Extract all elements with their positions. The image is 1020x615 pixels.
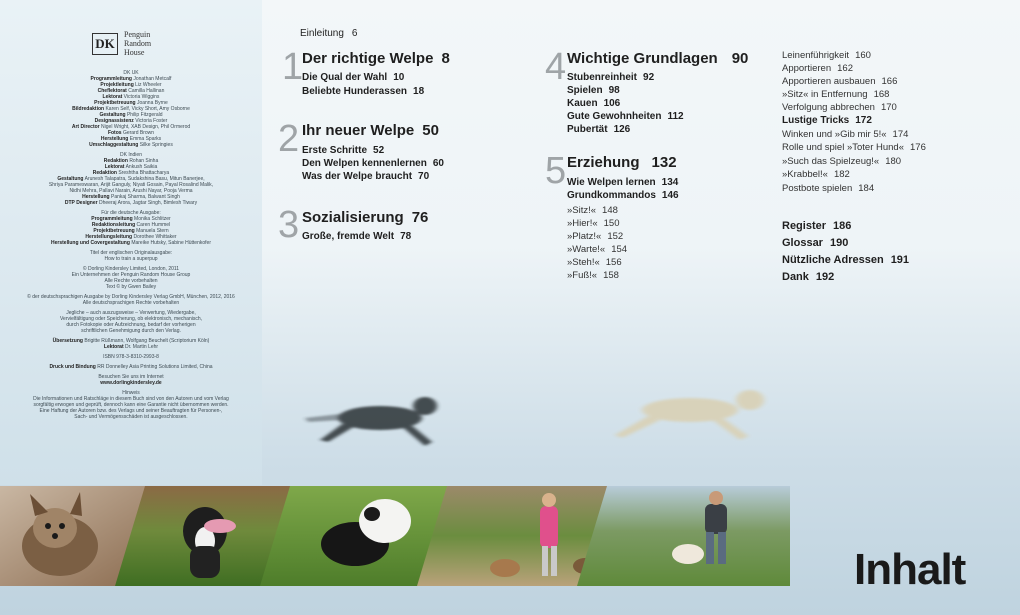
imprint-line <box>6 344 256 350</box>
toc-item: Apportieren ausbauen 166 <box>782 76 898 87</box>
running-dog-dark-image <box>300 380 470 460</box>
imprint-name: Für die deutsche Ausgabe: <box>101 210 161 216</box>
photo-strip <box>0 486 790 586</box>
toc-item: »Steh!« 156 <box>567 257 622 268</box>
page-title: Inhalt <box>854 545 966 594</box>
imprint-panel <box>0 0 262 485</box>
imprint-line <box>6 414 256 420</box>
imprint-block <box>6 210 256 246</box>
imprint-name: Jonathan Metcalf <box>133 76 172 82</box>
imprint-name: How to train a superpup <box>104 256 158 262</box>
chapter-title: Erziehung 132 <box>567 154 677 171</box>
puppy-photos-image <box>0 486 790 586</box>
toc-entry: Kauen 106 <box>567 98 621 109</box>
imprint-name: Jegliche – auch auszugsweise – Verwertung, Wiedergabe, <box>66 310 196 316</box>
imprint-name: Shriya Parameswaran, Arijit Ganguly, Niyati Gosain, Payal Rosalind Malik, <box>48 182 214 188</box>
imprint-name: Gerard Brown <box>122 130 155 136</box>
imprint-name: Rohan Sinha <box>129 158 159 164</box>
toc-entry: Pubertät 126 <box>567 124 631 135</box>
imprint-role: Projektleitung <box>100 82 134 88</box>
chapter-title: Sozialisierung 76 <box>302 209 429 226</box>
imprint-name: Pankaj Sharma, Balwant Singh <box>110 194 180 200</box>
imprint-role: Bildredaktion <box>72 106 105 112</box>
imprint-block <box>6 364 256 370</box>
toc-item: »Platz!« 152 <box>567 231 624 242</box>
imprint-block <box>6 338 256 350</box>
imprint-role: Gestaltung <box>99 112 126 118</box>
imprint-line <box>6 354 256 360</box>
toc-entry: Grundkommandos 146 <box>567 190 679 201</box>
imprint-name: Mareike Hutsky, Sabine Hüttenkofer <box>131 240 211 246</box>
imprint-name: Eine Haftung der Autoren bzw. des Verlags und seiner Beauftragten für Personen-, <box>39 408 223 414</box>
imprint-line <box>6 364 256 370</box>
imprint-block <box>6 374 256 386</box>
dk-logo: DK <box>92 33 118 55</box>
toc-item: Winken und »Gib mir 5!« 174 <box>782 129 909 140</box>
imprint-role: Herstellung <box>100 136 129 142</box>
imprint-name: Emma Sparks <box>129 136 162 142</box>
imprint-role: Herstellung und Covergestaltung <box>51 240 130 246</box>
imprint-name: Hinweis <box>122 390 140 396</box>
imprint-role: Redaktion <box>103 158 128 164</box>
imprint-name: Dheeraj Arora, Jagtar Singh, Bimlesh Tiwary <box>98 200 198 206</box>
imprint-role: Übersetzung <box>52 338 83 344</box>
imprint-line <box>6 300 256 306</box>
toc-entry: Erste Schritte 52 <box>302 145 385 156</box>
toc-item: Apportieren 162 <box>782 63 853 74</box>
toc-item: »Sitz« in Entfernung 168 <box>782 89 890 100</box>
toc-back-matter: Nützliche Adressen 191 <box>782 254 910 266</box>
imprint-name: Sach- und Vermögensschäden ist ausgeschlossen. <box>74 414 188 420</box>
imprint-line <box>6 240 256 246</box>
imprint-block <box>6 266 256 290</box>
toc-entry: Beliebte Hunderassen 18 <box>302 86 425 97</box>
imprint-role: Lektorat <box>103 344 124 350</box>
imprint-name: Manuela Stern <box>136 228 169 234</box>
imprint-name: ISBN 978-3-8310-2993-8 <box>103 354 159 360</box>
imprint-block <box>6 354 256 360</box>
toc-item: »Sitz!« 148 <box>567 205 618 216</box>
chapter-number: 5 <box>545 150 567 192</box>
imprint-name: RR Donnelley Asia Printing Solutions Limited, China <box>97 364 213 370</box>
publisher-name: Penguin Random House <box>124 30 152 57</box>
chapter-number: 3 <box>278 204 300 246</box>
imprint-role: Herstellung <box>82 194 110 200</box>
imprint-name: durch Fotokopie oder Aufzeichnung, bedarf der vorherigen <box>66 322 196 328</box>
imprint-role: Projektbetreuung <box>94 100 136 106</box>
publisher-logo <box>92 30 151 57</box>
imprint-name: Dr. Martin Lehr <box>125 344 159 350</box>
imprint-name: Nigel Wright, XAB Design, Phil Ormerod <box>101 124 191 130</box>
imprint-role: DTP Designer <box>64 200 98 206</box>
toc-item: Verfolgung abbrechen 170 <box>782 102 897 113</box>
imprint-role: Projektbetreuung <box>93 228 135 234</box>
imprint-name: Dorothee Whittaker <box>133 234 177 240</box>
imprint-name: Text © by Gwen Bailey <box>105 284 157 290</box>
toc-item: »Warte!« 154 <box>567 244 628 255</box>
toc-back-matter: Register 186 <box>782 220 852 232</box>
imprint-role: Cheflektorat <box>97 88 127 94</box>
chapter-number: 1 <box>282 46 304 88</box>
toc-entry: Was der Welpe braucht 70 <box>302 171 430 182</box>
imprint-role: Gestaltung <box>57 176 84 182</box>
imprint-name: Joanna Byrne <box>136 100 168 106</box>
imprint-name: Titel der englischen Originalausgabe: <box>89 250 173 256</box>
toc-item: Rolle und spiel »Toter Hund« 176 <box>782 142 926 153</box>
toc-item: Leinenführigkeit 160 <box>782 50 871 61</box>
imprint-name: Besuchen Sie uns im Internet <box>98 374 164 380</box>
chapter-number: 2 <box>278 118 300 160</box>
imprint-role: www.dorlingkindersley.de <box>100 380 162 386</box>
toc-item: »Hier!« 150 <box>567 218 620 229</box>
imprint-name: Liz Wheeler <box>135 82 162 88</box>
toc-entry: Lustige Tricks 172 <box>782 115 872 126</box>
imprint-name: Camilla Hallinan <box>128 88 165 94</box>
toc-back-matter: Dank 192 <box>782 271 835 283</box>
chapter-title: Ihr neuer Welpe 50 <box>302 122 439 139</box>
imprint-role: Fotos <box>107 130 122 136</box>
imprint-name: Sreshtha Bhattacharya <box>118 170 170 176</box>
imprint-credits <box>6 70 256 424</box>
imprint-block <box>6 310 256 334</box>
imprint-role: Umschlaggestaltung <box>89 142 139 148</box>
imprint-name: Nidhi Mehra, Pallavi Narain, Arushi Nayar, Pooja Verma <box>69 188 193 194</box>
imprint-role: Programmleitung <box>91 216 133 222</box>
imprint-line <box>6 328 256 334</box>
toc-entry: Wie Welpen lernen 134 <box>567 177 679 188</box>
imprint-name: Alle Rechte vorbehalten <box>104 278 158 284</box>
imprint-role: Programmleitung <box>90 76 132 82</box>
imprint-role: Lektorat <box>104 164 125 170</box>
imprint-block <box>6 70 256 148</box>
imprint-name: sorgfältig erwogen und geprüft, dennoch kann eine Garantie nicht übernommen werden. <box>33 402 229 408</box>
imprint-name: Arunesh Talapatra, Sudakshina Basu, Mitun Banerjee, <box>84 176 205 182</box>
imprint-name: schriftlichen Genehmigung durch den Verlag. <box>81 328 181 334</box>
imprint-role: Redaktionsleitung <box>91 222 136 228</box>
imprint-name: Caren Hummel <box>136 222 171 228</box>
imprint-role: Designassistenz <box>94 118 134 124</box>
toc-item: »Krabbel!« 182 <box>782 169 850 180</box>
imprint-name: Philip Fitzgerald <box>126 112 163 118</box>
imprint-name: Karen Self, Vicky Short, Amy Osborne <box>105 106 190 112</box>
toc-entry: Die Qual der Wahl 10 <box>302 72 405 83</box>
imprint-line <box>6 284 256 290</box>
toc-back-matter: Glossar 190 <box>782 237 849 249</box>
imprint-block <box>6 250 256 262</box>
toc-item: »Fuß!« 158 <box>567 270 619 281</box>
toc-entry: Große, fremde Welt 78 <box>302 231 412 242</box>
imprint-name: DK UK <box>123 70 139 76</box>
imprint-block <box>6 152 256 206</box>
chapter-title: Wichtige Grundlagen 90 <box>567 50 749 67</box>
toc-entry: Spielen 98 <box>567 85 620 96</box>
toc-entry: Stubenreinheit 92 <box>567 72 655 83</box>
toc-item: »Such das Spielzeug!« 180 <box>782 156 902 167</box>
chapter-number: 4 <box>545 46 567 88</box>
imprint-line <box>6 200 256 206</box>
imprint-name: Victoria Foster <box>135 118 168 124</box>
chapter-title: Der richtige Welpe 8 <box>302 50 450 67</box>
imprint-name: Monika Schlitzer <box>134 216 171 222</box>
toc-intro-page: 6 <box>351 28 358 39</box>
imprint-name: Alle deutschsprachigen Rechte vorbehalten <box>82 300 180 306</box>
imprint-role: Art Director <box>71 124 100 130</box>
imprint-name: Silke Springies <box>139 142 173 148</box>
imprint-line <box>6 380 256 386</box>
imprint-name: Victoria Wiggins <box>123 94 160 100</box>
imprint-name: Vervielfältigung oder Speicherung, ob elektronisch, mechanisch, <box>59 316 203 322</box>
imprint-name: Die Informationen und Ratschläge in diesem Buch sind von den Autoren und vom Verlag <box>33 396 229 402</box>
imprint-name: © der deutschsprachigen Ausgabe by Dorling Kindersley Verlag GmbH, München, 2012, 2016 <box>27 294 235 300</box>
toc-entry: Gute Gewohnheiten 112 <box>567 111 684 122</box>
imprint-line <box>6 142 256 148</box>
toc-item: Postbote spielen 184 <box>782 183 875 194</box>
imprint-role: Herstellungsleitung <box>85 234 133 240</box>
toc-intro-title: Einleitung <box>300 28 344 39</box>
imprint-block <box>6 294 256 306</box>
imprint-line <box>6 256 256 262</box>
toc-intro <box>300 28 357 39</box>
imprint-block <box>6 390 256 420</box>
imprint-name: Ankush Saikia <box>125 164 158 170</box>
toc-entry: Den Welpen kennenlernen 60 <box>302 158 444 169</box>
imprint-name: © Dorling Kindersley Limited, London, 2011 <box>82 266 180 272</box>
imprint-role: Lektorat <box>102 94 123 100</box>
imprint-name: Brigitte Rüßmann, Wolfgang Beuchelt (Scriptorium Köln) <box>84 338 210 344</box>
imprint-name: DK Indien <box>120 152 142 158</box>
imprint-role: Druck und Bindung <box>49 364 96 370</box>
imprint-name: Ein Unternehmen der Penguin Random House Group <box>71 272 191 278</box>
running-dog-light-image <box>600 380 790 450</box>
imprint-role: Redaktion <box>92 170 117 176</box>
